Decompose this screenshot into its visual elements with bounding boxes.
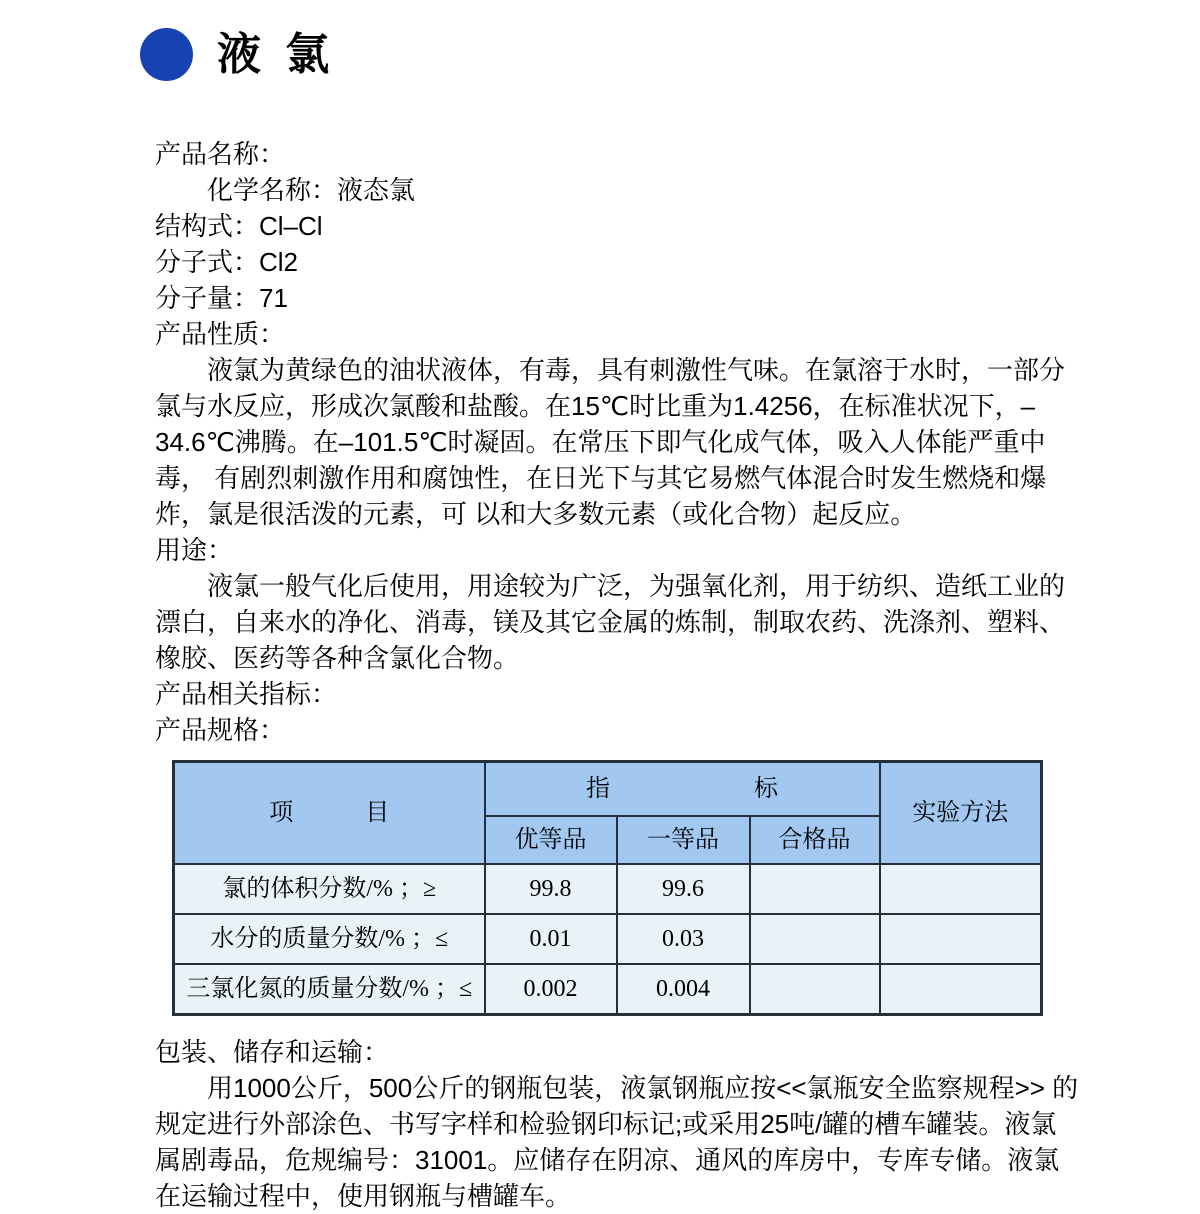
qualified-value <box>750 864 880 914</box>
method-value <box>880 964 1042 1015</box>
usage-line: 橡胶、医药等各种含氯化合物。 <box>155 643 520 673</box>
row-label: 氯的体积分数/% ；≥ <box>174 864 485 914</box>
table-row <box>174 914 1042 964</box>
premium-value: 0.002 <box>485 964 617 1015</box>
chemical-name-line: 化学名称：液态氯 <box>207 175 416 205</box>
indicators-heading: 产品相关指标： <box>155 679 338 709</box>
packaging-line: 用1000公斤，500公斤的钢瓶包装，液氯钢瓶应按<<氯瓶安全监察规程>> 的 <box>207 1073 1079 1103</box>
table-header-first-grade: 一等品 <box>617 816 750 864</box>
packaging-heading: 包装、储存和运输： <box>155 1037 390 1067</box>
table-header-premium-grade: 优等品 <box>485 816 617 864</box>
page-title: 液 氯 <box>217 29 336 79</box>
product-name-label: 产品名称： <box>155 139 286 169</box>
structural-formula-line: 结构式：Cl–Cl <box>155 211 323 241</box>
properties-line: 液氯为黄绿色的油状液体，有毒，具有刺激性气味。在氯溶于水时，一部分 <box>207 355 1066 385</box>
qualified-value <box>750 964 880 1015</box>
bullet-circle-icon <box>140 28 193 81</box>
table-row <box>174 964 1042 1015</box>
method-value <box>880 914 1042 964</box>
packaging-line: 规定进行外部涂色、书写字样和检验钢印标记;或采用25吨/罐的槽车罐装。液氯 <box>155 1109 1057 1139</box>
packaging-line: 在运输过程中，使用钢瓶与槽罐车。 <box>155 1181 572 1211</box>
properties-line: 炸，氯是很活泼的元素，可 以和大多数元素（或化合物）起反应。 <box>155 499 917 529</box>
premium-value: 99.8 <box>485 864 617 914</box>
page-header <box>140 28 335 81</box>
table-row <box>174 864 1042 914</box>
spec-table <box>172 760 1043 1016</box>
spec-heading: 产品规格： <box>155 715 286 745</box>
molecular-weight-line: 分子量：71 <box>155 283 288 313</box>
table-header-indicator: 指 标 <box>485 762 880 817</box>
qualified-value <box>750 914 880 964</box>
molecular-formula-line: 分子式：Cl2 <box>155 247 299 277</box>
method-value <box>880 864 1042 914</box>
first-grade-value: 0.004 <box>617 964 750 1015</box>
properties-line: 氯与水反应，形成次氯酸和盐酸。在15℃时比重为1.4256，在标准状况下，– <box>155 391 1036 421</box>
properties-line: 34.6℃沸腾。在–101.5℃时凝固。在常压下即气化成气体，吸入人体能严重中 <box>155 427 1046 457</box>
document-body <box>155 136 1145 1214</box>
properties-heading: 产品性质： <box>155 319 286 349</box>
table-header-method: 实验方法 <box>880 762 1042 865</box>
usage-line: 漂白，自来水的净化、消毒，镁及其它金属的炼制，制取农药、洗涤剂、塑料、 <box>155 607 1066 637</box>
row-label: 水分的质量分数/% ；≤ <box>174 914 485 964</box>
row-label: 三氯化氮的质量分数/% ；≤ <box>174 964 485 1015</box>
properties-line: 毒， 有剧烈刺激作用和腐蚀性，在日光下与其它易燃气体混合时发生燃烧和爆 <box>155 463 1047 493</box>
premium-value: 0.01 <box>485 914 617 964</box>
usage-heading: 用途： <box>155 535 234 565</box>
first-grade-value: 99.6 <box>617 864 750 914</box>
table-header-item: 项 目 <box>174 762 485 865</box>
packaging-line: 属剧毒品，危规编号：31001。应储存在阴凉、通风的库房中，专库专储。液氯 <box>155 1145 1060 1175</box>
usage-line: 液氯一般气化后使用，用途较为广泛，为强氧化剂，用于纺织、造纸工业的 <box>207 571 1066 601</box>
table-header-qualified-grade: 合格品 <box>750 816 880 864</box>
first-grade-value: 0.03 <box>617 914 750 964</box>
